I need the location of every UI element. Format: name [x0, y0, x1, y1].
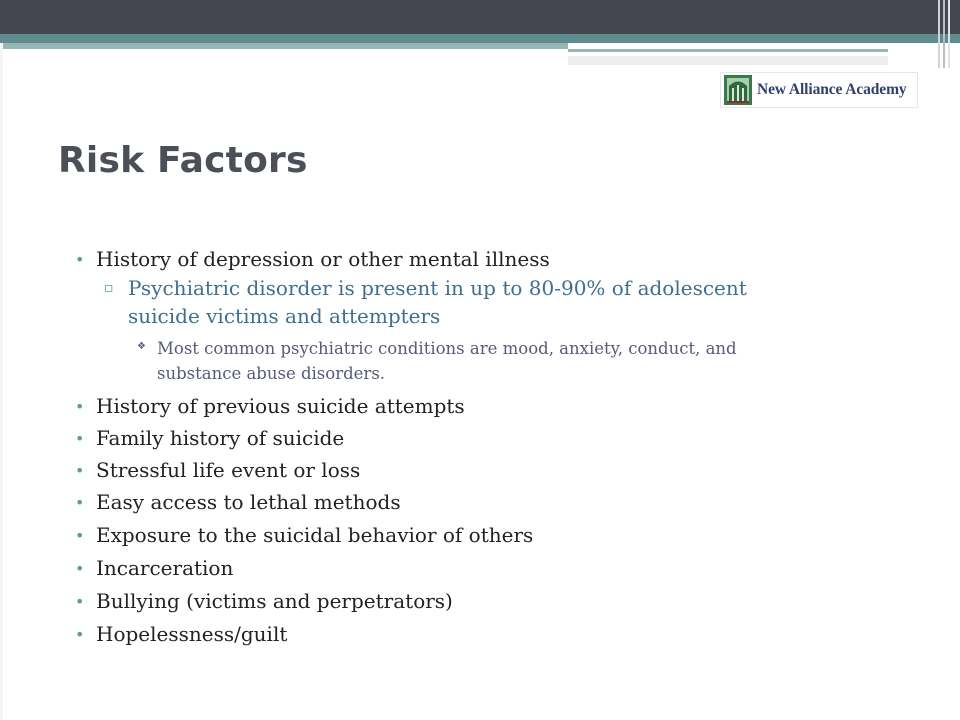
bullet-incarceration: • Incarceration	[96, 556, 233, 580]
subsubbullet-conditions-line1: Most common psychiatric conditions are mood, anxiety, conduct, and	[157, 339, 737, 358]
bullet-lethal-access: • Easy access to lethal methods	[96, 490, 401, 514]
bullet-depression: • History of depression or other mental illness	[96, 247, 550, 271]
subsubbullet-conditions-line2: substance abuse disorders.	[157, 364, 386, 383]
bullet-stressful-event: • Stressful life event or loss	[96, 458, 360, 482]
bullet-family-history: • Family history of suicide	[96, 426, 344, 450]
bullet-bullying: • Bullying (victims and perpetrators)	[96, 589, 453, 613]
bullet-previous-attempts: • History of previous suicide attempts	[96, 394, 465, 418]
slide-title: Risk Factors	[58, 140, 308, 181]
bullet-hopelessness: • Hopelessness/guilt	[96, 622, 287, 646]
diamond-bullet-icon: ❖	[137, 341, 146, 352]
bullet-exposure: • Exposure to the suicidal behavior of others	[96, 523, 533, 547]
subbullet-psychiatric-line2: suicide victims and attempters	[128, 304, 441, 328]
square-bullet-icon: ▫	[104, 280, 114, 296]
logo-text: New Alliance Academy	[757, 81, 907, 98]
subbullet-psychiatric-line1: Psychiatric disorder is present in up to 80-90% of adolescent	[128, 276, 747, 300]
